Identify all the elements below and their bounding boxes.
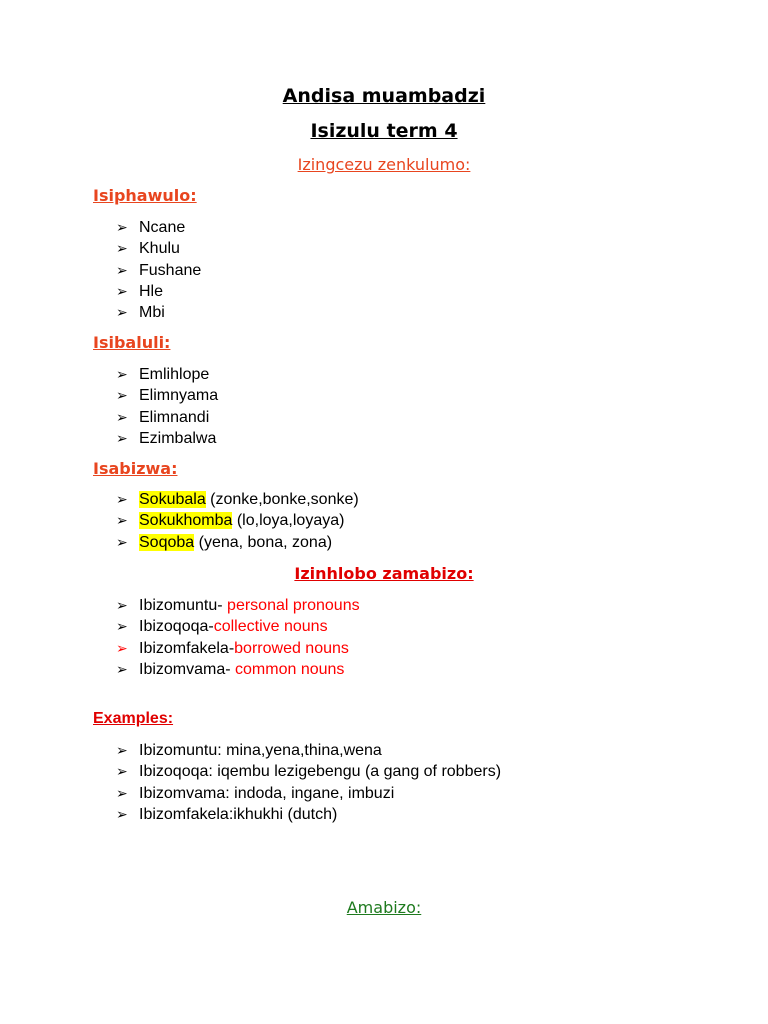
list-item: ➢ Sokukhomba (lo,loya,loyaya) [116, 510, 359, 531]
examples-heading: Examples: [93, 710, 174, 727]
examples-list [116, 740, 501, 825]
list-item: ➢ Ncane [116, 217, 201, 238]
arrow-bullet-icon: ➢ [116, 806, 128, 823]
list-item: ➢ Ibizoqoqa-collective nouns [116, 616, 360, 637]
isabizwa-list [116, 489, 359, 553]
list-item: ➢ Ibizomuntu: mina,yena,thina,wena [116, 740, 501, 761]
arrow-bullet-icon: ➢ [116, 241, 128, 258]
list-item: ➢ Ibizoqoqa: iqembu lezigebengu (a gang of robbers) [116, 761, 501, 782]
list-item: ➢ Mbi [116, 302, 201, 323]
highlighted-term: Sokubala [139, 491, 206, 508]
section-heading-isibaluli: Isibaluli: [93, 333, 171, 352]
list-item: ➢ Fushane [116, 260, 201, 281]
highlighted-term: Soqoba [139, 533, 195, 551]
arrow-bullet-icon: ➢ [116, 640, 128, 657]
list-item: ➢ Elimnyama [116, 385, 218, 406]
document-title: Andisa muambadzi [282, 85, 486, 107]
arrow-bullet-icon: ➢ [116, 743, 128, 759]
arrow-bullet-icon: ➢ [116, 220, 128, 236]
arrow-bullet-icon: ➢ [116, 409, 128, 426]
arrow-bullet-icon: ➢ [116, 492, 128, 508]
list-item: ➢ Ibizomuntu- personal pronouns [116, 595, 360, 616]
highlighted-term: Sokukhomba [139, 512, 233, 530]
noun-types-heading: Izinhlobo zamabizo: [294, 564, 474, 583]
arrow-bullet-icon: ➢ [116, 367, 128, 383]
arrow-bullet-icon: ➢ [116, 764, 128, 781]
nouns-heading: Amabizo: [346, 898, 422, 917]
arrow-bullet-icon: ➢ [116, 661, 128, 678]
arrow-bullet-icon: ➢ [116, 430, 128, 447]
list-item: ➢ Ibizomfakela-borrowed nouns [116, 638, 360, 659]
arrow-bullet-icon: ➢ [116, 534, 128, 551]
arrow-bullet-icon: ➢ [116, 785, 128, 802]
document-subtitle: Isizulu term 4 [310, 120, 458, 142]
arrow-bullet-icon: ➢ [116, 388, 128, 405]
list-item: ➢ Emlihlope [116, 364, 218, 385]
parts-of-speech-heading: Izingcezu zenkulumo: [297, 155, 471, 174]
list-item: ➢ Sokubala (zonke,bonke,sonke) [116, 489, 359, 510]
isiphawulo-list [116, 217, 201, 323]
section-heading-isiphawulo: Isiphawulo: [93, 186, 197, 205]
section-heading-isabizwa: Isabizwa: [93, 459, 178, 478]
list-item: ➢ Ezimbalwa [116, 428, 218, 449]
arrow-bullet-icon: ➢ [116, 513, 128, 530]
list-item: ➢ Khulu [116, 238, 201, 259]
list-item: ➢ Hle [116, 281, 201, 302]
noun-types-list [116, 595, 360, 680]
arrow-bullet-icon: ➢ [116, 283, 128, 300]
arrow-bullet-icon: ➢ [116, 262, 128, 279]
list-item: ➢ Elimnandi [116, 407, 218, 428]
list-item: ➢ Soqoba (yena, bona, zona) [116, 532, 359, 553]
arrow-bullet-icon: ➢ [116, 305, 128, 322]
list-item: ➢ Ibizomfakela:ikhukhi (dutch) [116, 804, 501, 825]
arrow-bullet-icon: ➢ [116, 598, 128, 614]
isibaluli-list [116, 364, 218, 449]
arrow-bullet-icon: ➢ [116, 619, 128, 636]
list-item: ➢ Ibizomvama- common nouns [116, 659, 360, 680]
list-item: ➢ Ibizomvama: indoda, ingane, imbuzi [116, 783, 501, 804]
